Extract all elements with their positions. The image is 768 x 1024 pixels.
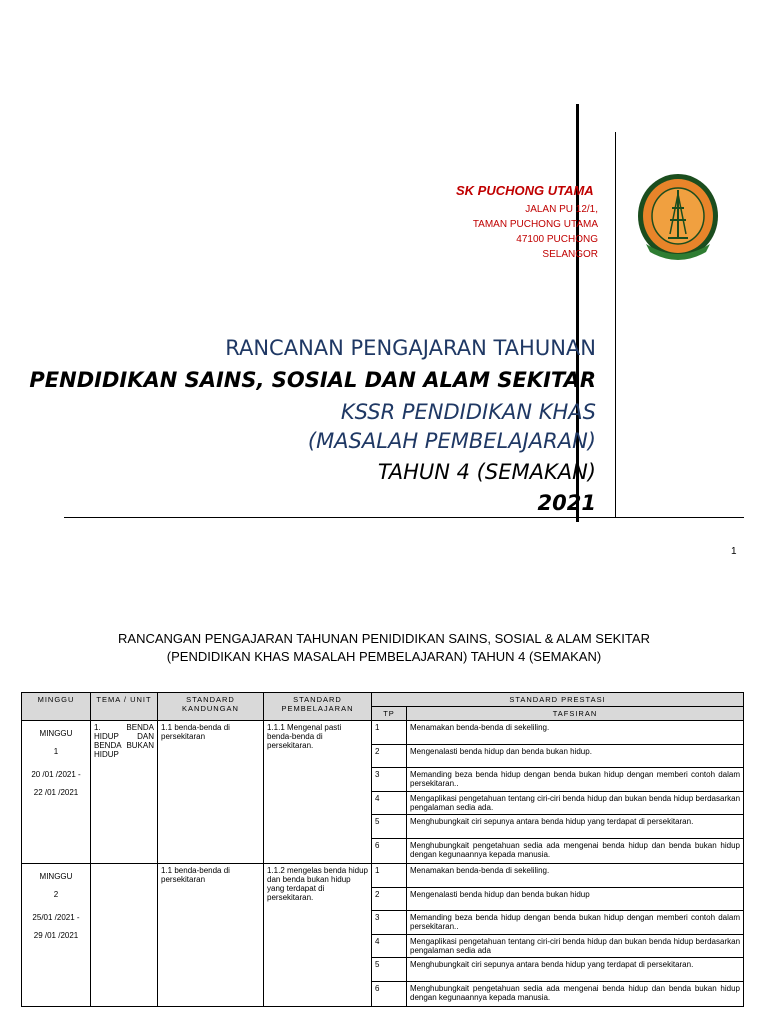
tema-cell: 1. BENDA HIDUP DAN BENDA BUKAN HIDUP bbox=[91, 721, 158, 864]
tp-description: Mengenalasti benda hidup dan benda bukan hidup. bbox=[407, 745, 744, 768]
table-row bbox=[22, 721, 744, 745]
sk-cell: 1.1 benda-benda di persekitaran bbox=[158, 721, 264, 864]
tp-description: Memanding beza benda hidup dengan benda bukan hidup dengan memberi contoh dalam persekitaran.. bbox=[407, 911, 744, 935]
tp-description: Menamakan benda-benda di sekeliling. bbox=[407, 721, 744, 745]
tp-description: Mengaplikasi pengetahuan tentang ciri-ciri benda hidup dan bukan benda hidup berdasarkan pengalaman sedia ada. bbox=[407, 792, 744, 815]
tp-number: 1 bbox=[372, 721, 407, 745]
cover-divider-thin bbox=[615, 132, 616, 518]
tp-description: Menghubungkait pengetahuan sedia ada mengenai benda hidup dan benda bukan hidup dengan kegunaannya kepada manusia. bbox=[407, 839, 744, 864]
tp-description: Mengaplikasi pengetahuan tentang ciri-ciri benda hidup dan bukan benda hidup berdasarkan pengalaman sedia ada bbox=[407, 935, 744, 958]
tp-description: Menghubungkait ciri sepunya antara benda hidup yang terdapat di persekitaran. bbox=[407, 815, 744, 839]
table-row bbox=[22, 864, 744, 888]
week-cell bbox=[22, 864, 91, 1007]
school-address bbox=[378, 202, 598, 262]
school-name: SK PUCHONG UTAMA bbox=[456, 183, 594, 198]
header-standard-prestasi: STANDARD PRESTASI bbox=[372, 693, 744, 707]
address-line: SELANGOR bbox=[542, 249, 598, 260]
header-standard-kandungan: STANDARD KANDUNGAN bbox=[158, 693, 264, 721]
header-standard-pembelajaran: STANDARD PEMBELAJARAN bbox=[264, 693, 372, 721]
rpt-table bbox=[21, 692, 744, 1007]
header-tema: TEMA / UNIT bbox=[91, 693, 158, 721]
cover-title-line: 2021 bbox=[537, 491, 596, 515]
week-date-from: 25/01 /2021 - bbox=[32, 913, 80, 922]
tp-description: Menamakan benda-benda di sekeliling. bbox=[407, 864, 744, 888]
address-line: 47100 PUCHONG bbox=[516, 234, 598, 245]
page-number: 1 bbox=[731, 546, 737, 557]
sp-cell: 1.1.2 mengelas benda hidup dan benda bukan hidup yang terdapat di persekitaran. bbox=[264, 864, 372, 1007]
tp-description: Menghubungkait ciri sepunya antara benda hidup yang terdapat di persekitaran. bbox=[407, 958, 744, 982]
tp-number: 3 bbox=[372, 768, 407, 792]
tp-description: Memanding beza benda hidup dengan benda bukan hidup dengan memberi contoh dalam persekitaran.. bbox=[407, 768, 744, 792]
header-tp: TP bbox=[372, 707, 407, 721]
address-line: TAMAN PUCHONG UTAMA bbox=[472, 219, 598, 230]
tp-number: 5 bbox=[372, 815, 407, 839]
header-minggu: MINGGU bbox=[22, 693, 91, 721]
cover-title-line: TAHUN 4 (SEMAKAN) bbox=[377, 460, 596, 484]
doc-title: RANCANGAN PENGAJARAN TAHUNAN PENIDIDIKAN SAINS, SOSIAL & ALAM SEKITAR bbox=[118, 631, 650, 646]
tp-number: 6 bbox=[372, 982, 407, 1007]
doc-subtitle: (PENDIDIKAN KHAS MASALAH PEMBELAJARAN) TAHUN 4 (SEMAKAN) bbox=[166, 649, 602, 664]
cover-title-line: RANCANAN PENGAJARAN TAHUNAN bbox=[225, 336, 596, 360]
sk-cell: 1.1 benda-benda di persekitaran bbox=[158, 864, 264, 1007]
week-label: MINGGU bbox=[39, 729, 73, 738]
week-date-to: 29 /01 /2021 bbox=[33, 931, 79, 940]
table-header-row bbox=[22, 693, 744, 707]
address-line: JALAN PU 12/1, bbox=[525, 204, 598, 215]
cover-title-line: (MASALAH PEMBELAJARAN) bbox=[307, 429, 596, 453]
cover-title-line: PENDIDIKAN SAINS, SOSIAL DAN ALAM SEKITAR bbox=[29, 368, 596, 392]
tp-number: 2 bbox=[372, 888, 407, 911]
cover-bottom-rule bbox=[64, 517, 744, 518]
tp-number: 4 bbox=[372, 935, 407, 958]
week-number: 1 bbox=[53, 747, 59, 756]
week-date-to: 22 /01 /2021 bbox=[33, 788, 79, 797]
week-number: 2 bbox=[53, 890, 59, 899]
week-date-from: 20 /01 /2021 - bbox=[31, 770, 81, 779]
tp-number: 3 bbox=[372, 911, 407, 935]
sp-cell: 1.1.1 Mengenal pasti benda-benda di persekitaran. bbox=[264, 721, 372, 864]
cover-title-line: KSSR PENDIDIKAN KHAS bbox=[340, 400, 596, 424]
school-logo-icon bbox=[634, 172, 722, 264]
week-cell bbox=[22, 721, 91, 864]
tp-description: Menghubungkait pengetahuan sedia ada mengenai benda hidup dan benda bukan hidup dengan kegunaannya kepada manusia. bbox=[407, 982, 744, 1007]
header-tafsiran: TAFSIRAN bbox=[407, 707, 744, 721]
week-label: MINGGU bbox=[39, 872, 73, 881]
tp-number: 5 bbox=[372, 958, 407, 982]
tema-cell bbox=[91, 864, 158, 1007]
tp-number: 6 bbox=[372, 839, 407, 864]
tp-number: 4 bbox=[372, 792, 407, 815]
tp-number: 2 bbox=[372, 745, 407, 768]
tp-number: 1 bbox=[372, 864, 407, 888]
tp-description: Mengenalasti benda hidup dan benda bukan hidup bbox=[407, 888, 744, 911]
